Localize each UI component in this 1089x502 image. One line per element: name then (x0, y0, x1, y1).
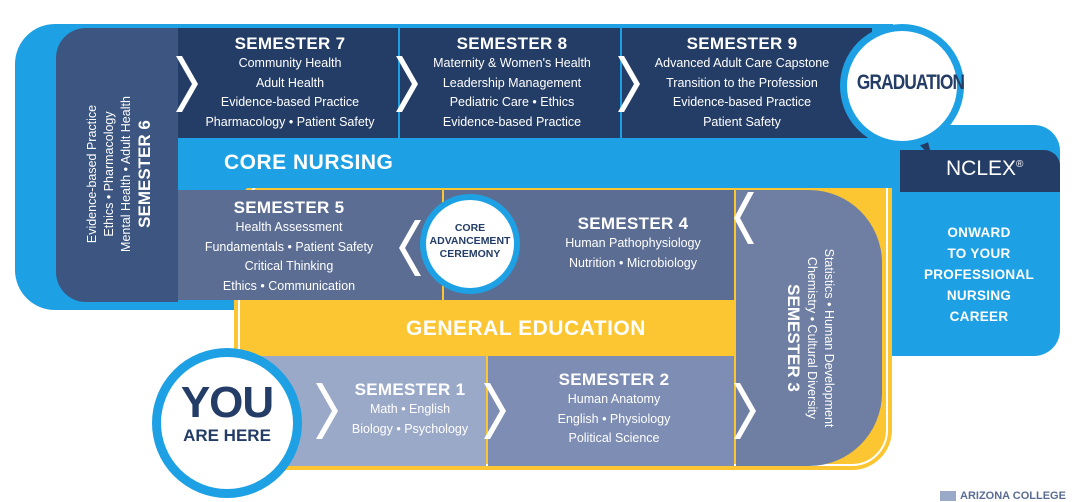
core-nursing-label: CORE NURSING (224, 151, 394, 174)
semester-5-title: SEMESTER 5 (233, 198, 345, 217)
course-line: Adult Health (255, 75, 325, 90)
semester-7-title: SEMESTER 7 (234, 34, 346, 53)
semester-8 (412, 34, 612, 132)
onward-text (900, 222, 1058, 327)
course-line: Human Anatomy (567, 392, 661, 406)
course-line: Advanced Adult Care Capstone (654, 56, 830, 70)
course-line: Evidence-based Practice (84, 104, 99, 244)
core-advancement-ceremony-badge (420, 194, 520, 294)
general-education-label: GENERAL EDUCATION (406, 317, 646, 340)
onward-line: PROFESSIONAL (923, 267, 1035, 282)
onward-line: CAREER (949, 309, 1009, 324)
registered-mark: ® (1016, 159, 1024, 170)
semester-6-title: SEMESTER 6 (134, 120, 154, 228)
graduation-label: GRADUATION (856, 71, 965, 94)
course-line: Ethics • Communication (222, 278, 356, 293)
semester-1-title: SEMESTER 1 (354, 380, 466, 399)
graduation-badge (840, 24, 964, 148)
course-line: Political Science (568, 431, 660, 445)
course-line: Math • English (369, 402, 451, 416)
course-line: Patient Safety (703, 114, 781, 129)
semester-7 (190, 34, 390, 132)
course-line: Mental Health • Adult Health (118, 96, 133, 252)
arizona-college-logo (940, 490, 1066, 502)
course-line: English • Physiology (557, 411, 671, 426)
semester-3-title: SEMESTER 3 (784, 284, 803, 392)
semester-5 (186, 198, 392, 296)
logo-text: ARIZONA COLLEGE (960, 490, 1066, 502)
ceremony-line: ADVANCEMENT (429, 235, 511, 247)
course-line: Pediatric Care • Ethics (449, 95, 575, 109)
ceremony-line: CEREMONY (439, 248, 501, 260)
semester-9-title: SEMESTER 9 (686, 34, 798, 53)
course-line: Fundamentals • Patient Safety (204, 239, 374, 254)
course-line: Evidence-based Practice (442, 114, 582, 129)
semester-8-title: SEMESTER 8 (456, 34, 568, 53)
course-line: Biology • Psychology (351, 421, 469, 436)
ceremony-line: CORE (454, 222, 486, 234)
semester-2-title: SEMESTER 2 (558, 370, 670, 389)
semester-2 (514, 370, 714, 449)
are-here-label: ARE HERE (183, 426, 271, 445)
course-line: Chemistry • Cultural Diversity (805, 256, 819, 420)
semester-6 (83, 29, 155, 319)
course-line: Statistics • Human Development (822, 248, 836, 428)
semester-3 (772, 218, 848, 458)
chevron-arrow-icon (734, 383, 756, 439)
course-line: Evidence-based Practice (220, 95, 360, 109)
chevron-left-icon (734, 192, 754, 244)
chevron-left-icon (399, 220, 421, 276)
onward-line: TO YOUR (947, 246, 1011, 261)
logo-mark-icon (940, 491, 956, 501)
course-line: Leadership Management (442, 75, 582, 90)
course-line: Human Pathophysiology (565, 236, 701, 250)
course-line: Maternity & Women's Health (433, 56, 591, 70)
nclex-text: NCLEX (946, 157, 1017, 180)
course-line: Transition to the Profession (666, 75, 818, 90)
course-line: Pharmacology • Patient Safety (205, 114, 375, 129)
course-line: Nutrition • Microbiology (568, 255, 698, 270)
course-line: Evidence-based Practice (672, 95, 812, 109)
onward-line: ONWARD (947, 225, 1011, 240)
course-line: Critical Thinking (244, 259, 334, 273)
semester-1 (330, 380, 490, 439)
semester-4-title: SEMESTER 4 (577, 214, 689, 233)
you-label: YOU (180, 378, 274, 427)
course-line: Health Assessment (235, 220, 343, 234)
nclex-label (946, 157, 1023, 181)
semester-4 (548, 214, 718, 273)
you-are-here-badge (152, 348, 302, 498)
onward-line: NURSING (946, 288, 1012, 303)
course-line: Ethics • Pharmacology (101, 111, 116, 237)
course-line: Community Health (238, 56, 342, 70)
semester-9 (632, 34, 852, 132)
